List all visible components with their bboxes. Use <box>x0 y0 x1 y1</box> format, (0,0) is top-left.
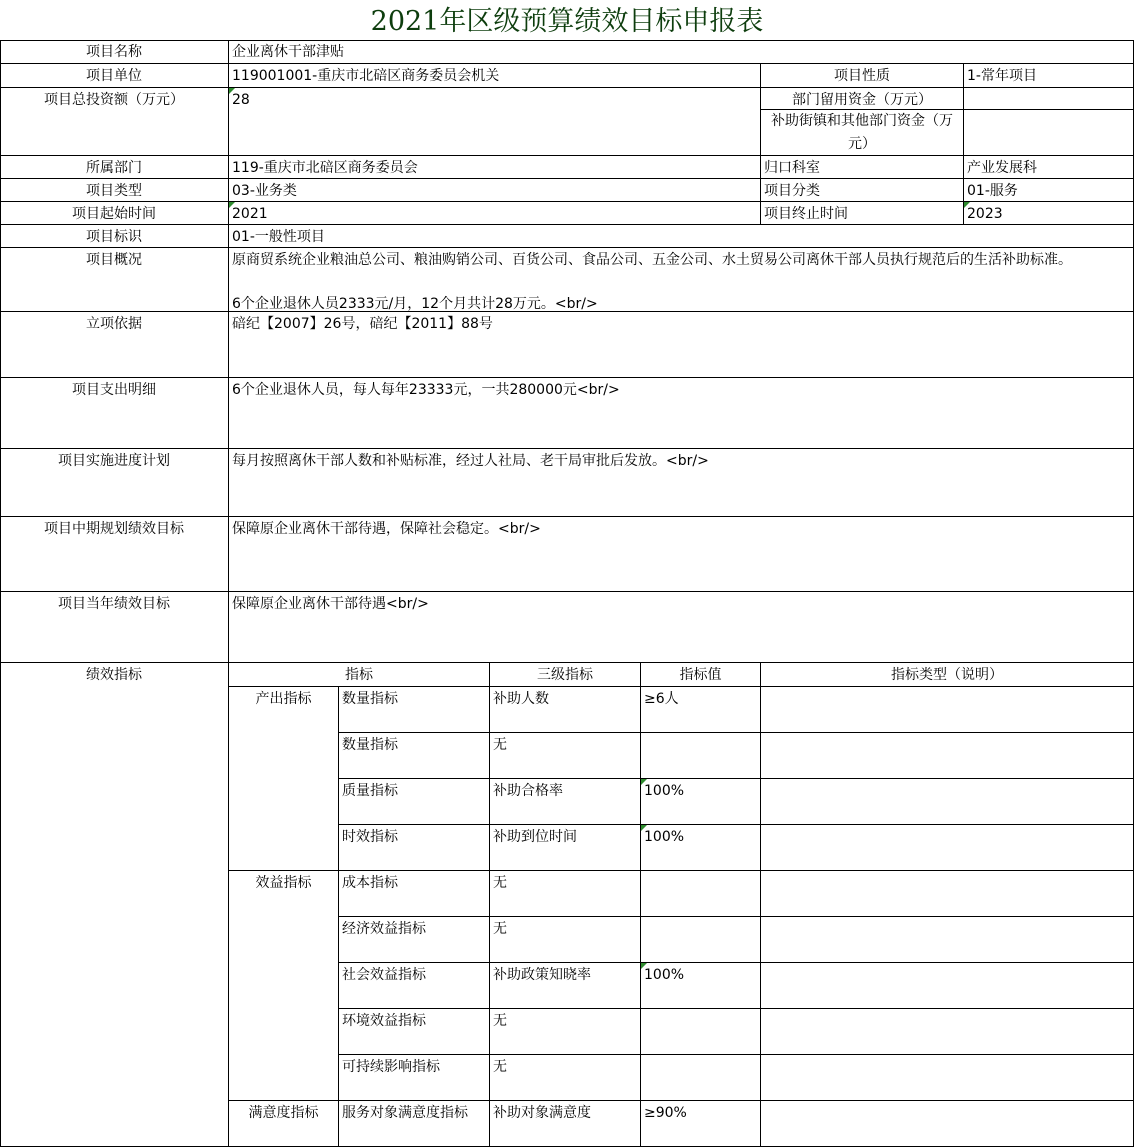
page-title: 2021年区级预算绩效目标申报表 <box>370 6 764 37</box>
label-project-name: 项目名称 <box>0 40 229 64</box>
value-total-investment[interactable]: 28 <box>229 88 761 156</box>
value-department[interactable]: 119-重庆市北碚区商务委员会 <box>229 156 761 179</box>
indicator-level3[interactable]: 补助合格率 <box>490 779 641 825</box>
label-schedule: 项目实施进度计划 <box>0 449 229 517</box>
label-project-mark: 项目标识 <box>0 225 229 248</box>
indicator-level2[interactable]: 质量指标 <box>339 779 490 825</box>
indicator-description[interactable] <box>761 1009 1134 1055</box>
indicator-level3[interactable]: 无 <box>490 733 641 779</box>
indicator-description[interactable] <box>761 779 1134 825</box>
indicator-level3[interactable]: 无 <box>490 871 641 917</box>
value-end-time[interactable]: 2023 <box>964 202 1134 225</box>
group-benefit-indicators: 效益指标 <box>229 871 339 1101</box>
header-indicator: 指标 <box>229 663 490 687</box>
label-subsidy-funds: 补助街镇和其他部门资金（万元） <box>761 110 964 156</box>
value-schedule[interactable]: 每月按照离休干部人数和补贴标准，经过人社局、老干局审批后发放。<br/> <box>229 449 1134 517</box>
indicator-description[interactable] <box>761 733 1134 779</box>
indicator-description[interactable] <box>761 825 1134 871</box>
indicator-level2[interactable]: 数量指标 <box>339 687 490 733</box>
indicator-level3[interactable]: 补助到位时间 <box>490 825 641 871</box>
indicator-description[interactable] <box>761 871 1134 917</box>
indicator-level2[interactable]: 数量指标 <box>339 733 490 779</box>
indicator-level2[interactable]: 社会效益指标 <box>339 963 490 1009</box>
label-mid-term-goal: 项目中期规划绩效目标 <box>0 517 229 592</box>
value-project-nature[interactable]: 1-常年项目 <box>964 64 1134 88</box>
label-retained-funds: 部门留用资金（万元） <box>761 88 964 110</box>
indicator-level3[interactable]: 无 <box>490 1055 641 1101</box>
indicator-level2[interactable]: 环境效益指标 <box>339 1009 490 1055</box>
label-performance-indicators: 绩效指标 <box>0 663 229 1147</box>
value-mid-term-goal[interactable]: 保障原企业离休干部待遇，保障社会稳定。<br/> <box>229 517 1134 592</box>
label-department: 所属部门 <box>0 156 229 179</box>
indicator-value[interactable]: 100% <box>641 825 761 871</box>
indicator-value[interactable]: ≥6人 <box>641 687 761 733</box>
indicator-value[interactable] <box>641 1009 761 1055</box>
value-office[interactable]: 产业发展科 <box>964 156 1134 179</box>
indicator-level2[interactable]: 时效指标 <box>339 825 490 871</box>
header-indicator-type: 指标类型（说明） <box>761 663 1134 687</box>
value-annual-goal[interactable]: 保障原企业离休干部待遇<br/> <box>229 592 1134 663</box>
label-expense-detail: 项目支出明细 <box>0 378 229 449</box>
label-total-investment: 项目总投资额（万元） <box>0 88 229 156</box>
header-indicator-value: 指标值 <box>641 663 761 687</box>
header-level3-indicator: 三级指标 <box>490 663 641 687</box>
value-project-name[interactable]: 企业离休干部津贴 <box>229 40 1134 64</box>
label-project-unit: 项目单位 <box>0 64 229 88</box>
label-annual-goal: 项目当年绩效目标 <box>0 592 229 663</box>
indicator-description[interactable] <box>761 963 1134 1009</box>
label-end-time: 项目终止时间 <box>761 202 964 225</box>
label-office: 归口科室 <box>761 156 964 179</box>
indicator-value[interactable]: 100% <box>641 779 761 825</box>
indicator-level2[interactable]: 成本指标 <box>339 871 490 917</box>
indicator-value[interactable] <box>641 917 761 963</box>
indicator-level2[interactable]: 可持续影响指标 <box>339 1055 490 1101</box>
indicator-level3[interactable]: 补助对象满意度 <box>490 1101 641 1147</box>
value-project-unit[interactable]: 119001001-重庆市北碚区商务委员会机关 <box>229 64 761 88</box>
indicator-level3[interactable]: 补助政策知晓率 <box>490 963 641 1009</box>
indicator-value[interactable]: 100% <box>641 963 761 1009</box>
indicator-value[interactable]: ≥90% <box>641 1101 761 1147</box>
indicator-level3[interactable]: 无 <box>490 1009 641 1055</box>
indicator-value[interactable] <box>641 733 761 779</box>
indicator-level3[interactable]: 无 <box>490 917 641 963</box>
indicator-level2[interactable]: 服务对象满意度指标 <box>339 1101 490 1147</box>
indicator-value[interactable] <box>641 1055 761 1101</box>
value-overview[interactable]: 原商贸系统企业粮油总公司、粮油购销公司、百货公司、食品公司、五金公司、水土贸易公司离休干部人员执行规范后的生活补助标准。 6个企业退休人员2333元/月，12个月共计28万元。<br/> <box>229 248 1134 312</box>
value-start-time[interactable]: 2021 <box>229 202 761 225</box>
value-project-mark[interactable]: 01-一般性项目 <box>229 225 1134 248</box>
label-basis: 立项依据 <box>0 312 229 378</box>
indicator-level2[interactable]: 经济效益指标 <box>339 917 490 963</box>
label-project-category: 项目分类 <box>761 179 964 202</box>
indicator-value[interactable] <box>641 871 761 917</box>
value-basis[interactable]: 碚纪【2007】26号，碚纪【2011】88号 <box>229 312 1134 378</box>
indicator-description[interactable] <box>761 687 1134 733</box>
indicator-description[interactable] <box>761 1101 1134 1147</box>
label-project-type: 项目类型 <box>0 179 229 202</box>
indicator-level3[interactable]: 补助人数 <box>490 687 641 733</box>
label-start-time: 项目起始时间 <box>0 202 229 225</box>
group-satisfaction-indicators: 满意度指标 <box>229 1101 339 1147</box>
indicator-description[interactable] <box>761 917 1134 963</box>
indicator-description[interactable] <box>761 1055 1134 1101</box>
label-overview: 项目概况 <box>0 248 229 312</box>
value-subsidy-funds[interactable] <box>964 110 1134 156</box>
group-output-indicators: 产出指标 <box>229 687 339 871</box>
value-project-type[interactable]: 03-业务类 <box>229 179 761 202</box>
value-expense-detail[interactable]: 6个企业退休人员，每人每年23333元，一共280000元<br/> <box>229 378 1134 449</box>
value-project-category[interactable]: 01-服务 <box>964 179 1134 202</box>
value-retained-funds[interactable] <box>964 88 1134 110</box>
label-project-nature: 项目性质 <box>761 64 964 88</box>
